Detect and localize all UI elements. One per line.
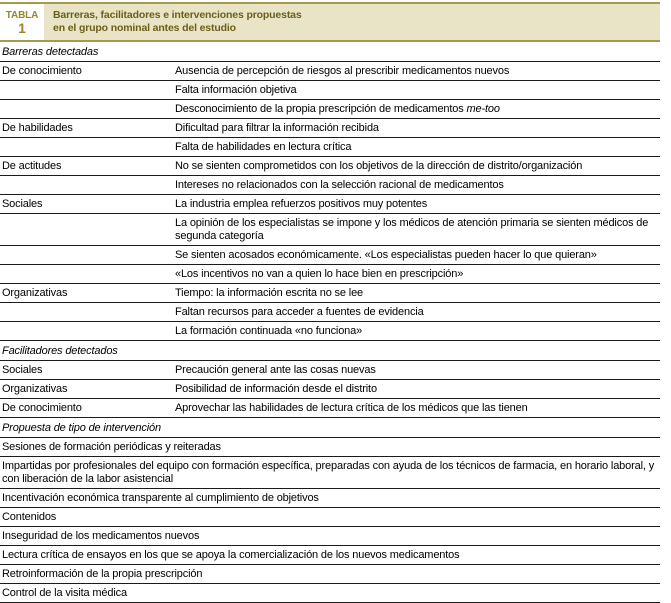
table-row (0, 399, 660, 418)
row-text: No se sienten comprometidos con los objetivos de la dirección de distrito/organización (175, 160, 583, 172)
table-row (0, 489, 660, 508)
row-category: De habilidades (2, 122, 73, 134)
row-category (0, 246, 175, 264)
table-row (0, 176, 660, 195)
row-category (0, 81, 175, 99)
row-category (0, 265, 175, 283)
row-category (0, 303, 175, 321)
row-text: Se sienten acosados económicamente. «Los especialistas pueden hacer lo que quieran» (175, 249, 597, 261)
row-text: Precaución general ante las cosas nuevas (175, 364, 376, 376)
row-text: Intereses no relacionados con la selección racional de medicamentos (175, 179, 504, 191)
row-text: «Los incentivos no van a quien lo hace bien en prescripción» (175, 268, 464, 280)
table-row (0, 527, 660, 546)
table-body (0, 42, 660, 603)
table-title-line1: Barreras, facilitadores e intervenciones propuestas (53, 9, 302, 21)
table-row (0, 157, 660, 176)
table-row (0, 100, 660, 119)
row-category (0, 322, 175, 340)
table-1 (0, 2, 660, 603)
section-heading: Propuesta de tipo de intervención (0, 418, 660, 438)
table-row (0, 380, 660, 399)
row-text: Dificultad para filtrar la información recibida (175, 122, 379, 134)
table-title-line2: en el grupo nominal antes del estudio (53, 22, 236, 34)
table-row (0, 246, 660, 265)
table-row (0, 508, 660, 527)
table-row (0, 361, 660, 380)
section-heading: Barreras detectadas (0, 42, 660, 62)
table-header (0, 4, 660, 40)
row-text: La industria emplea refuerzos positivos muy potentes (175, 198, 428, 210)
row-text: Contenidos (2, 511, 57, 523)
table-row (0, 584, 660, 603)
table-row (0, 265, 660, 284)
row-text: Lectura crítica de ensayos en los que se apoya la comercialización de los nuevos medicamentos (2, 549, 460, 561)
row-text: Tiempo: la información escrita no se lee (175, 287, 364, 299)
table-row (0, 81, 660, 100)
row-text: Impartidas por profesionales del equipo con formación específica, preparadas con ayuda de los técnicos de farmacia, en horario laboral, y con liberación de la labor asistencial (2, 460, 655, 485)
row-text: Incentivación económica transparente al cumplimiento de objetivos (2, 492, 319, 504)
table-title (44, 4, 660, 40)
row-category: Organizativas (2, 383, 68, 395)
row-category: De conocimiento (2, 65, 82, 77)
row-text: Inseguridad de los medicamentos nuevos (2, 530, 200, 542)
table-row (0, 138, 660, 157)
table-row (0, 214, 660, 246)
row-text: Aprovechar las habilidades de lectura crítica de los médicos que las tienen (175, 402, 528, 414)
table-row (0, 546, 660, 565)
row-category: Organizativas (2, 287, 68, 299)
row-text: Sesiones de formación periódicas y reiteradas (2, 441, 221, 453)
table-row (0, 322, 660, 341)
row-category (0, 214, 175, 245)
row-category: De actitudes (2, 160, 62, 172)
row-text: Control de la visita médica (2, 587, 127, 599)
row-text: Desconocimiento de la propia prescripción de medicamentos me-too (175, 103, 500, 115)
row-text: Retroinformación de la propia prescripción (2, 568, 203, 580)
row-text: Falta de habilidades en lectura crítica (175, 141, 352, 153)
table-label (0, 4, 44, 40)
row-text: La formación continuada «no funciona» (175, 325, 363, 337)
table-row (0, 565, 660, 584)
table-label-word: TABLA (5, 9, 39, 21)
row-category (0, 176, 175, 194)
table-row (0, 303, 660, 322)
row-text: La opinión de los especialistas se impone y los médicos de atención primaria se sienten médicos de segunda categoría (175, 217, 649, 242)
table-row (0, 284, 660, 303)
table-row (0, 195, 660, 214)
row-text-italic: me-too (466, 103, 500, 115)
row-category: Sociales (2, 198, 43, 210)
row-category: De conocimiento (2, 402, 82, 414)
row-text: Posibilidad de información desde el distrito (175, 383, 377, 395)
row-text: Falta información objetiva (175, 84, 297, 96)
row-text: Faltan recursos para acceder a fuentes de evidencia (175, 306, 424, 318)
row-category (0, 138, 175, 156)
table-row (0, 457, 660, 489)
table-row (0, 438, 660, 457)
section-heading: Facilitadores detectados (0, 341, 660, 361)
table-label-number: 1 (18, 19, 26, 36)
row-category (0, 100, 175, 118)
row-category: Sociales (2, 364, 43, 376)
table-row (0, 62, 660, 81)
row-text: Ausencia de percepción de riesgos al prescribir medicamentos nuevos (175, 65, 510, 77)
table-row (0, 119, 660, 138)
